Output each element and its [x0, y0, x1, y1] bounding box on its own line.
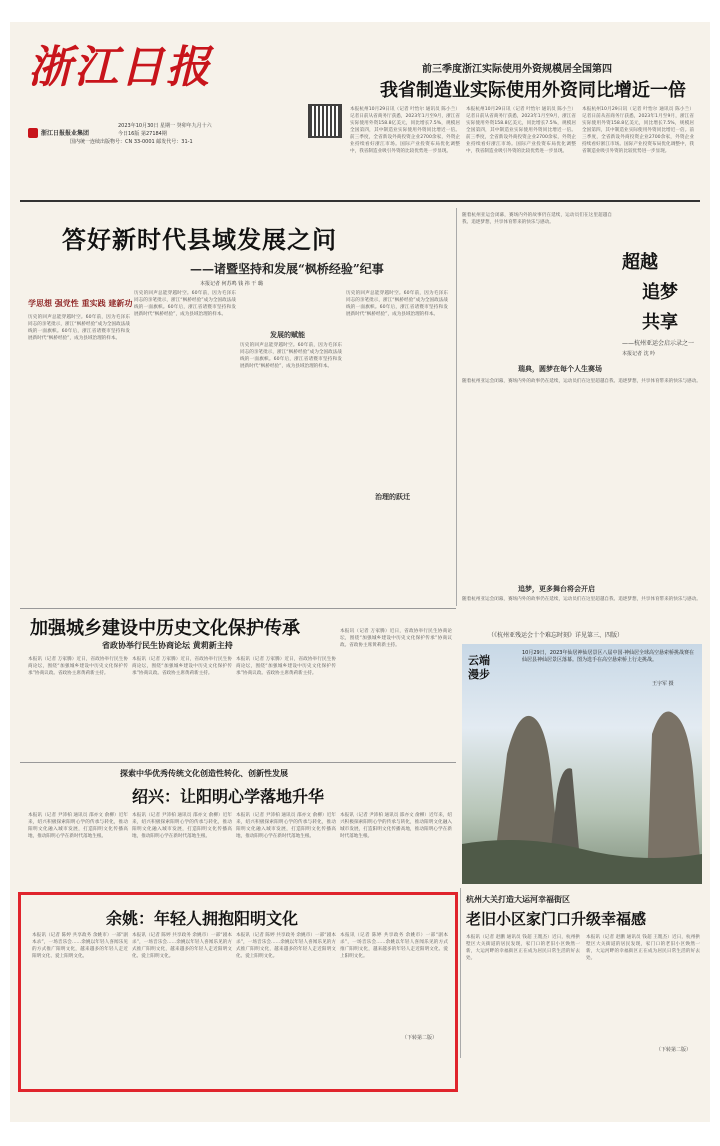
side-title-3: 共享 — [642, 312, 678, 333]
feature-col-4: 历史的回声总能穿越时空。60年前，因为毛泽东同志的亲笔批示，浙江“枫桥经验”成为全国政法战线的一面旗帜。60年后，浙江省诸暨市坚持和发展新时代“枫桥经验”，成为县域治理的样本。 — [346, 291, 448, 317]
side-note: （《杭州亚残运会十个难忘时刻》详见第三、四版） — [488, 632, 624, 639]
feature-bottom-rule — [20, 608, 456, 609]
side-col-text-1: 随着杭州亚运会闭幕，赛场内外的故事仍在延续，运动员们在这里超越自我、追逐梦想，共享体育带来的快乐与感动。 — [462, 213, 612, 225]
article5-headline: 老旧小区家门口升级幸福感 — [466, 910, 647, 928]
issue-line: 今日16版 第27184期 — [118, 131, 167, 137]
article4-col-2: 本报讯（记者 陈婷 共享政务 余姚市）一部“剧本杀”，一场音乐会……余姚以年轻人喜闻乐见的方式推广阳明文化，越来越多的年轻人走近阳明文化、爱上阳明文化。 — [132, 933, 232, 959]
article2-col-3: 本报讯（记者 万家腾）近日，省政协举行民生协商论坛，围绕“加强城乡建设中历史文化保护传承”协商议政。省政协主席黄莉新主持。 — [236, 657, 336, 676]
group-name: 浙江日报报业集团 — [41, 130, 90, 137]
article4-headline: 余姚：年轻人拥抱阳明文化 — [106, 909, 299, 928]
photo-caption-title: 云端漫步 — [468, 654, 490, 681]
side-heading: 瑞典，圆梦在每个人生赛场 — [518, 365, 602, 373]
side-col-text-2: 随着杭州亚运会闭幕，赛场内外的故事仍在延续，运动员们在这里超越自我、追逐梦想，共享体育带来的快乐与感动。 — [462, 379, 701, 384]
article2-col-4: 本报讯（记者 万家腾）近日，省政协举行民生协商论坛，围绕“加强城乡建设中历史文化保护传承”协商议政。省政协主席黄莉新主持。 — [340, 629, 452, 648]
feature-section-1: 发展的赋能 — [270, 331, 305, 339]
side-title-1: 超越 — [622, 252, 658, 273]
masthead-title: 浙江日报 — [28, 42, 212, 93]
article2-col-1: 本报讯（记者 万家腾）近日，省政协举行民生协商论坛，围绕“加强城乡建设中历史文化保护传承”协商议政。省政协主席黄莉新主持。 — [28, 657, 128, 676]
article3-col-4: 本报讯（记者 尹沛柏 通讯员 邵亦文 俞柳）近年来，绍兴积极探索阳明心学的传承与转化，推动阳明文化融入城市发展，打造阳明文化传播高地，推动阳明心学在新时代落地生根。 — [340, 813, 452, 839]
lead-body-2: 本报杭州10月29日讯（记者 叶怡尔 通讯员 陈小兰）记者日前从省商务厅获悉，2023年1月至9月，浙江省实际使用外资158.8亿美元，同比增长7.5%，规模居全国第四，其中制造业实际使用外资同比增近一倍。前三季度，全省新设外商投资企业2700余家，外资企业持续看好浙江市场。国际产业投资布局优化调整中，我省制造业吸引外资的比较优势进一步显现。 — [466, 107, 576, 154]
side-byline: 本报记者 沈 吟 — [622, 351, 656, 357]
feature-col-2: 历史的回声总能穿越时空。60年前，因为毛泽东同志的亲笔批示，浙江“枫桥经验”成为全国政法战线的一面旗帜。60年后，浙江省诸暨市坚持和发展新时代“枫桥经验”，成为县域治理的样本。 — [134, 291, 236, 317]
feature-divider — [456, 208, 457, 606]
photo-cliff-walk — [462, 644, 702, 884]
photo-credit: 王宇军 摄 — [652, 681, 674, 687]
feature-headline: 答好新时代县域发展之问 — [62, 225, 337, 254]
article5-col-1: 本报讯（记者 赵鹏 通讯员 钱超 王胤杰）近日，杭州拱墅区大关街道的居民发现，家门口的老旧小区焕然一新，大运河畔的幸福街区正在成为居民日常生活的好去处。 — [466, 935, 580, 961]
bottom-divider — [460, 888, 461, 1058]
feature-col-3: 历史的回声总能穿越时空。60年前，因为毛泽东同志的亲笔批示，浙江“枫桥经验”成为全国政法战线的一面旗帜。60年后，浙江省诸暨市坚持和发展新时代“枫桥经验”，成为县域治理的样本。 — [240, 343, 342, 369]
feature-subhead: ——诸暨坚持和发展“枫桥经验”纪事 — [190, 262, 384, 276]
side-subtitle: ——杭州亚运会启示录之一 — [622, 340, 695, 347]
article4-col-3: 本报讯（记者 陈婷 共享政务 余姚市）一部“剧本杀”，一场音乐会……余姚以年轻人喜闻乐见的方式推广阳明文化，越来越多的年轻人走近阳明文化、爱上阳明文化。 — [236, 933, 336, 959]
lead-body-1: 本报杭州10月29日讯（记者 叶怡尔 通讯员 陈小兰）记者日前从省商务厅获悉，2023年1月至9月，浙江省实际使用外资158.8亿美元，同比增长7.5%，规模居全国第四，其中制造业实际使用外资同比增近一倍。前三季度，全省新设外商投资企业2700余家，外资企业持续看好浙江市场。国际产业投资布局优化调整中，我省制造业吸引外资的比较优势进一步显现。 — [350, 107, 460, 154]
qr-code-icon — [308, 104, 342, 138]
article4-continued: （下转第二版） — [402, 1035, 438, 1041]
lead-kicker: 前三季度浙江实际使用外资规模居全国第四 — [422, 64, 612, 75]
article3-col-1: 本报讯（记者 尹沛柏 通讯员 邵亦文 俞柳）近年来，绍兴积极探索阳明心学的传承与转化，推动阳明文化融入城市发展，打造阳明文化传播高地，推动阳明心学在新时代落地生根。 — [28, 813, 128, 839]
side-col-text-3: 随着杭州亚运会闭幕，赛场内外的故事仍在延续，运动员们在这里超越自我、追逐梦想，共享体育带来的快乐与感动。 — [462, 597, 701, 602]
article3-col-3: 本报讯（记者 尹沛柏 通讯员 邵亦文 俞柳）近年来，绍兴积极探索阳明心学的传承与转化，推动阳明文化融入城市发展，打造阳明文化传播高地，推动阳明心学在新时代落地生根。 — [236, 813, 336, 839]
lead-headline: 我省制造业实际使用外资同比增近一倍 — [380, 80, 686, 101]
feature-byline: 本报记者 何苏鸣 钱 祎 干 璐 — [200, 281, 263, 287]
article4-col-1: 本报讯（记者 陈婷 共享政务 余姚市）一部“剧本杀”，一场音乐会……余姚以年轻人喜闻乐见的方式推广阳明文化，越来越多的年轻人走近阳明文化、爱上阳明文化。 — [32, 933, 128, 959]
feature-section-2: 治理的跃迁 — [375, 493, 410, 501]
side-title-2: 追梦 — [642, 282, 678, 303]
article2-headline: 加强城乡建设中历史文化保护传承 — [30, 618, 300, 639]
lead-body-3: 本报杭州10月29日讯（记者 叶怡尔 通讯员 陈小兰）记者日前从省商务厅获悉，2023年1月至9月，浙江省实际使用外资158.8亿美元，同比增长7.5%，规模居全国第四，其中制造业实际使用外资同比增近一倍。前三季度，全省新设外商投资企业2700余家，外资企业持续看好浙江市场。国际产业投资布局优化调整中，我省制造业吸引外资的比较优势进一步显现。 — [582, 107, 694, 154]
article2-subhead: 省政协举行民生协商论坛 黄莉新主持 — [102, 641, 233, 650]
side-heading-2: 追梦，更多舞台将会开启 — [518, 585, 595, 593]
article3-col-2: 本报讯（记者 尹沛柏 通讯员 邵亦文 俞柳）近年来，绍兴积极探索阳明心学的传承与转化，推动阳明文化融入城市发展，打造阳明文化传播高地，推动阳明心学在新时代落地生根。 — [132, 813, 232, 839]
photo-caption: 10月29日，2023年仙居神仙居景区八届中国·神仙居全球高空悬索桥挑战赛在仙居县神仙居景区落幕。图为选手在高空悬索桥上行走挑战。 — [522, 650, 695, 663]
feature-kicker: 学思想 强党性 重实践 建新功 — [28, 299, 133, 308]
masthead-rule — [20, 200, 700, 202]
article4-col-4: 本报讯（记者 陈婷 共享政务 余姚市）一部“剧本杀”，一场音乐会……余姚以年轻人喜闻乐见的方式推广阳明文化，越来越多的年轻人走近阳明文化、爱上阳明文化。 — [340, 933, 448, 959]
group-logo — [28, 128, 38, 138]
article5-kicker: 杭州大关打造大运河幸福街区 — [466, 895, 570, 904]
newspaper-page — [10, 22, 710, 1122]
article2-bottom-rule — [20, 762, 456, 763]
article5-col-2: 本报讯（记者 赵鹏 通讯员 钱超 王胤杰）近日，杭州拱墅区大关街道的居民发现，家门口的老旧小区焕然一新，大运河畔的幸福街区正在成为居民日常生活的好去处。 — [586, 935, 700, 961]
article3-headline: 绍兴：让阳明心学落地升华 — [132, 787, 325, 806]
article5-continued: （下转第二版） — [656, 1047, 692, 1053]
date-line: 2023年10月30日 星期一 癸卯年九月十六 — [118, 123, 212, 129]
article3-kicker: 探索中华优秀传统文化创造性转化、创新性发展 — [120, 769, 288, 778]
article2-col-2: 本报讯（记者 万家腾）近日，省政协举行民生协商论坛，围绕“加强城乡建设中历史文化保护传承”协商议政。省政协主席黄莉新主持。 — [132, 657, 232, 676]
feature-col-1: 历史的回声总能穿越时空。60年前，因为毛泽东同志的亲笔批示，浙江“枫桥经验”成为全国政法战线的一面旗帜。60年后，浙江省诸暨市坚持和发展新时代“枫桥经验”，成为县域治理的样本。 — [28, 315, 130, 341]
codes-line: 国内统一连续出版物号：CN 33-0001 邮发代号：31-1 — [70, 139, 193, 145]
